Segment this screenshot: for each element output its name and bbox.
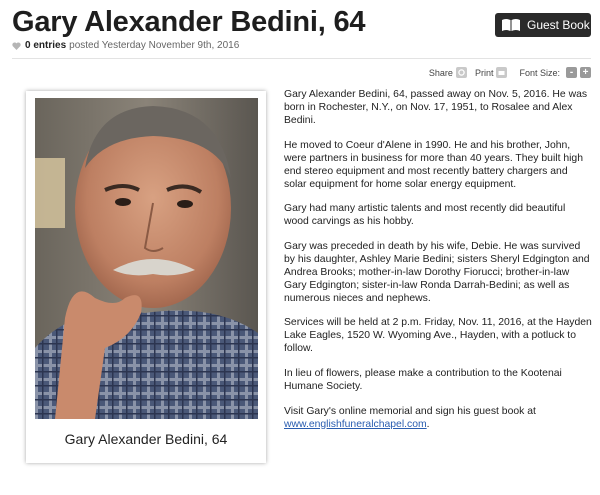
header-divider — [12, 58, 591, 59]
memorial-text: Visit Gary's online memorial and sign his guest book at — [284, 405, 536, 417]
print-label: Print — [474, 67, 494, 78]
font-size-control — [519, 67, 591, 78]
funeral-chapel-link[interactable]: www.englishfuneralchapel.com — [284, 418, 427, 430]
paragraph: Gary Alexander Bedini, 64, passed away on Nov. 5, 2016. He was born in Rochester, N.Y., on Nov. 17, 1951, to Rosalee and Alex Bedini. — [284, 89, 588, 126]
share-icon — [456, 67, 467, 78]
portrait-card — [26, 91, 266, 463]
article-tools — [421, 67, 591, 78]
obituary-text — [284, 88, 592, 442]
paragraph: He moved to Coeur d'Alene in 1990. He and his brother, John, were partners in business for more than 40 years. They built high end stereo equipment and most recently battery chargers and solar equipment for home solar energy equipment. — [284, 139, 583, 190]
portrait-illustration — [35, 98, 258, 419]
font-increase-button[interactable]: + — [580, 67, 591, 78]
memorial-period: . — [426, 418, 430, 430]
font-decrease-button[interactable]: - — [566, 67, 577, 78]
open-book-icon — [501, 18, 521, 32]
share-label: Share — [428, 67, 453, 78]
portrait-caption: Gary Alexander Bedini, 64 — [64, 431, 228, 447]
post-meta — [12, 40, 239, 51]
guest-book-button[interactable] — [495, 13, 591, 37]
font-size-label: Font Size: — [519, 67, 560, 78]
heart-icon — [12, 42, 21, 50]
paragraph: Services will be held at 2 p.m. Friday, Nov. 11, 2016, at the Hayden Lake Eagles, 1520 W. Wyoming Ave., Hayden, with a potluck to follow. — [284, 317, 592, 355]
page-title: Gary Alexander Bedini, 64 — [12, 6, 366, 38]
posted-date: posted Yesterday November 9th, 2016 — [69, 40, 240, 51]
guest-book-label: Guest Book — [527, 18, 590, 32]
print-icon — [496, 67, 507, 78]
paragraph: Gary had many artistic talents and most recently did beautiful wood carvings as his hobby. — [284, 203, 566, 228]
paragraph — [284, 405, 592, 431]
entries-count[interactable]: 0 entries — [25, 40, 67, 51]
share-button[interactable] — [429, 67, 467, 78]
paragraph: In lieu of flowers, please make a contribution to the Kootenai Humane Society. — [284, 367, 562, 392]
paragraph: Gary was preceded in death by his wife, Debie. He was survived by his daughter, Ashley Marie Bedini; sisters Sheryl Edgington and Andrea Brooks; mother-in-law Dorothy Fiorucci; brother-in-law Gary Edgington; sister-in-law Ronda Darrah-Bedini; as well as numerous nieces and nephews. — [284, 240, 590, 304]
print-button[interactable] — [475, 67, 508, 78]
portrait-photo — [35, 98, 258, 419]
